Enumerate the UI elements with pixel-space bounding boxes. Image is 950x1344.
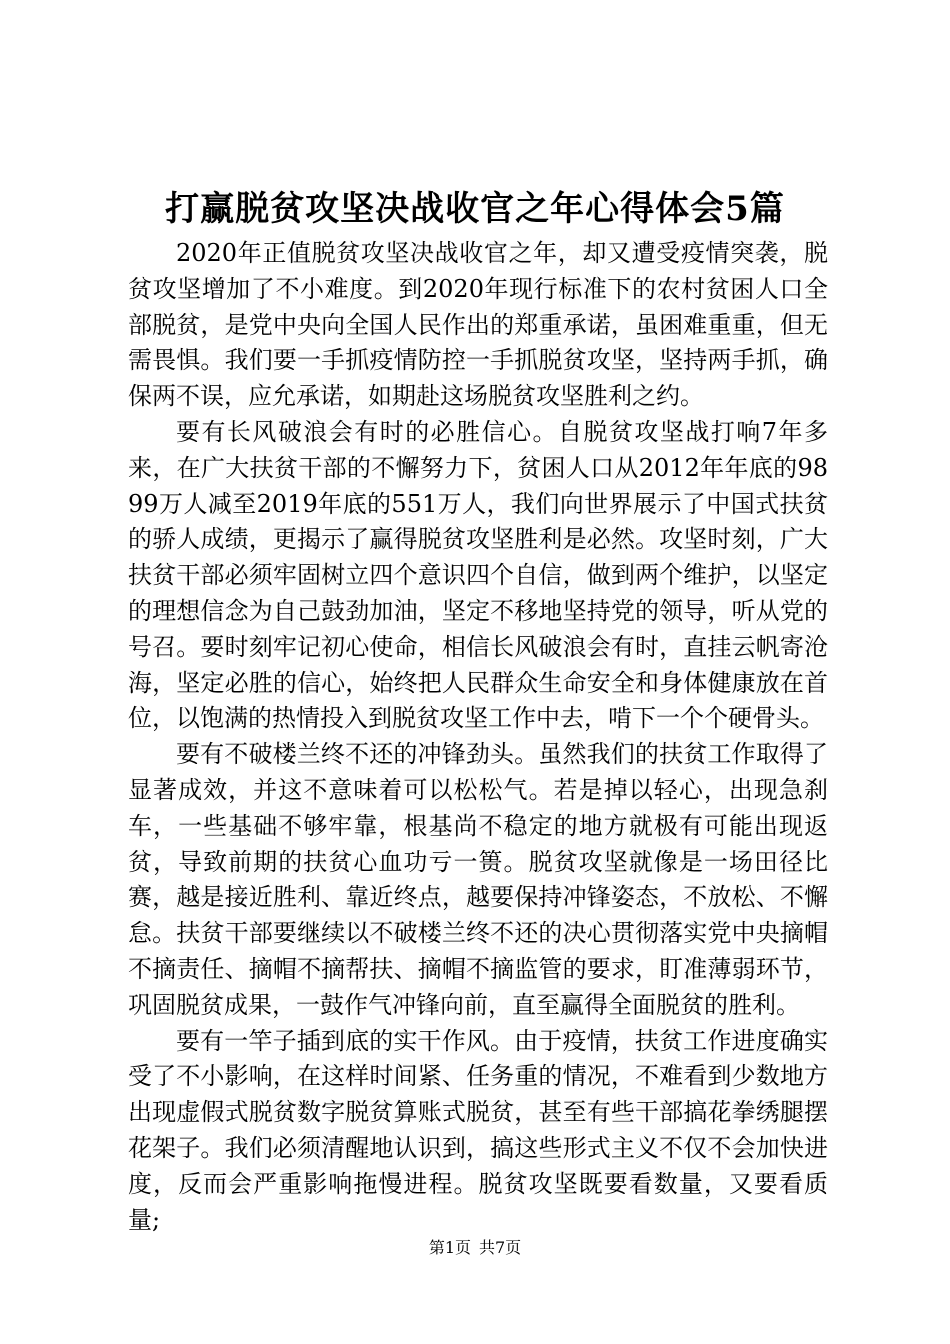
document-title: 打赢脱贫攻坚决战收官之年心得体会5篇 (165, 189, 785, 229)
paragraph-intro: 2020年正值脱贫攻坚决战收官之年，却又遭受疫情突袭，脱贫攻坚增加了不小难度。到2020年现行标准下的农村贫困人口全部脱贫，是党中央向全国人民作出的郑重承诺，虽困难重重，但无需畏惧。我们要一手抓疫情防控一手抓脱贫攻坚，坚持两手抓，确保两不误，应允承诺，如期赴这场脱贫攻坚胜利之约。 (128, 239, 828, 411)
page-number: 第1页 (428, 1238, 471, 1257)
paragraph-confidence: 要有长风破浪会有时的必胜信心。自脱贫攻坚战打响7年多来，在广大扶贫干部的不懈努力下，贫困人口从2012年年底的9899万人减至2019年底的551万人，我们向世界展示了中国式扶贫的骄人成绩，更揭示了赢得脱贫攻坚胜利是必然。攻坚时刻，广大扶贫干部必须牢固树立四个意识四个自信，做到两个维护，以坚定的理想信念为自己鼓劲加油，坚定不移地坚持党的领导，听从党的号召。要时刻牢记初心使命，相信长风破浪会有时，直挂云帆寄沧海，坚定必胜的信心，始终把人民群众生命安全和身体健康放在首位，以饱满的热情投入到脱贫攻坚工作中去，啃下一个个硬骨头。 (128, 417, 828, 733)
document-body (128, 236, 828, 1238)
paragraph-charge: 要有不破楼兰终不还的冲锋劲头。虽然我们的扶贫工作取得了显著成效，并这不意味着可以松松气。若是掉以轻心，出现急刹车，一些基础不够牢靠，根基尚不稳定的地方就极有可能出现返贫，导致前期的扶贫心血功亏一篑。脱贫攻坚就像是一场田径比赛，越是接近胜利、靠近终点，越要保持冲锋姿态，不放松、不懈怠。扶贫干部要继续以不破楼兰终不还的决心贯彻落实党中央摘帽不摘责任、摘帽不摘帮扶、摘帽不摘监管的要求，盯准薄弱环节，巩固脱贫成果，一鼓作气冲锋向前，直至赢得全面脱贫的胜利。 (128, 740, 828, 1019)
page-footer (0, 1236, 950, 1260)
page-total: 共7页 (479, 1238, 522, 1257)
paragraph-work-style: 要有一竿子插到底的实干作风。由于疫情，扶贫工作进度确实受了不小影响，在这样时间紧、任务重的情况，不难看到少数地方出现虚假式脱贫数字脱贫算账式脱贫，甚至有些干部搞花拳绣腿摆花架子。我们必须清醒地认识到，搞这些形式主义不仅不会加快进度，反而会严重影响拖慢进程。脱贫攻坚既要看数量，又要看质量; (128, 1026, 828, 1234)
